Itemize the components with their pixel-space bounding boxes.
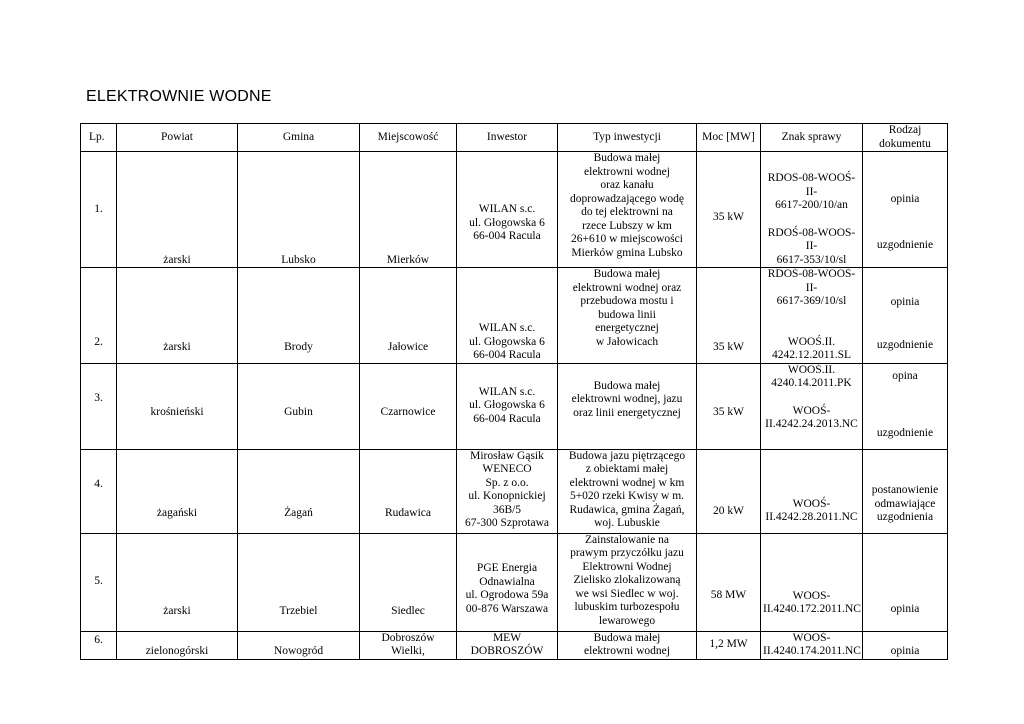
cell-lp: 2. xyxy=(81,268,117,364)
cell-rodzaj xyxy=(863,363,948,449)
cell-miejscowosc: Mierków xyxy=(360,152,457,268)
cell-powiat: krośnieński xyxy=(117,363,238,449)
rodzaj-2: uzgodnienie xyxy=(876,238,934,251)
cell-lp: 3. xyxy=(81,363,117,449)
cell-miejscowosc: Jałowice xyxy=(360,268,457,364)
cell-znak: WOOŚ- II.4242.28.2011.NC xyxy=(761,449,863,533)
znak-2: RDOŚ-08-WOOS-II- 6617-353/10/sl xyxy=(767,226,856,266)
cell-lp: 4. xyxy=(81,449,117,533)
header-rodzaj: Rodzaj dokumentu xyxy=(863,124,948,152)
cell-miejscowosc: Dobroszów Wielki, xyxy=(360,631,457,659)
rodzaj-2: uzgodnienie xyxy=(876,338,934,351)
cell-moc: 35 kW xyxy=(697,152,761,268)
cell-miejscowosc: Rudawica xyxy=(360,449,457,533)
cell-typ: Budowa jazu piętrzącego z obiektami małej elektrowni wodnej w km 5+020 rzeki Kwisy w m. Rudawica, gmina Żagań, woj. Lubuskie xyxy=(558,449,697,533)
cell-inwestor: Mirosław Gąsik WENECO Sp. z o.o. ul. Konopnickiej 36B/5 67-300 Szprotawa xyxy=(457,449,558,533)
cell-inwestor: WILAN s.c. ul. Głogowska 6 66-004 Racula xyxy=(457,268,558,364)
znak-1: RDOŚ-08-WOOŚ-II- 6617-369/10/sl xyxy=(767,268,856,307)
cell-powiat: zielonogórski xyxy=(117,631,238,659)
cell-typ: Budowa małej elektrowni wodnej oraz kanału doprowadzającego wodę do tej elektrowni na rzece Lubszy w km 26+610 w miejscowości Mierków gmina Lubsko xyxy=(558,152,697,268)
cell-gmina: Gubin xyxy=(238,363,360,449)
cell-typ: Zainstalowanie na prawym przyczółku jazu Elektrowni Wodnej Zielisko zlokalizowaną we wsi Siedlec w woj. lubuskim turbozespołu lewarowego xyxy=(558,533,697,631)
header-powiat: Powiat xyxy=(117,124,238,152)
document-title: ELEKTROWNIE WODNE xyxy=(86,88,272,105)
table-row xyxy=(81,533,948,631)
cell-moc: 20 kW xyxy=(697,449,761,533)
table-row xyxy=(81,449,948,533)
cell-powiat: żarski xyxy=(117,152,238,268)
cell-moc: 1,2 MW xyxy=(697,631,761,659)
cell-powiat: żagański xyxy=(117,449,238,533)
cell-lp: 1. xyxy=(81,152,117,268)
cell-miejscowosc: Siedlec xyxy=(360,533,457,631)
cell-inwestor: MEW DOBROSZÓW xyxy=(457,631,558,659)
cell-powiat: żarski xyxy=(117,268,238,364)
cell-rodzaj: opinia xyxy=(863,631,948,659)
znak-2: WOOŚ- II.4242.24.2013.NC xyxy=(765,404,858,430)
header-typ: Typ inwestycji xyxy=(558,124,697,152)
table-row xyxy=(81,152,948,268)
rodzaj-1: opina xyxy=(892,369,918,382)
cell-lp: 5. xyxy=(81,533,117,631)
header-moc: Moc [MW] xyxy=(697,124,761,152)
header-lp: Lp. xyxy=(81,124,117,152)
table-row xyxy=(81,363,948,449)
cell-znak xyxy=(761,268,863,364)
cell-gmina: Żagań xyxy=(238,449,360,533)
cell-powiat: żarski xyxy=(117,533,238,631)
cell-moc: 35 kW xyxy=(697,268,761,364)
cell-rodzaj xyxy=(863,152,948,268)
znak-1: WOOŚ.II. 4240.14.2011.PK xyxy=(771,363,852,389)
cell-rodzaj: postanowienie odmawiające uzgodnienia xyxy=(863,449,948,533)
cell-gmina: Trzebiel xyxy=(238,533,360,631)
header-gmina: Gmina xyxy=(238,124,360,152)
hydro-plants-table xyxy=(80,123,948,660)
rodzaj-1: opinia xyxy=(890,296,920,308)
cell-gmina: Lubsko xyxy=(238,152,360,268)
znak-1: RDOS-08-WOOŚ-II- 6617-200/10/an xyxy=(767,172,856,211)
rodzaj-2: uzgodnienie xyxy=(876,427,934,439)
header-znak: Znak sprawy xyxy=(761,124,863,152)
cell-typ: Budowa małej elektrowni wodnej, jazu oraz linii energetycznej xyxy=(558,363,697,449)
cell-znak: WOOS- II.4240.172.2011.NC xyxy=(761,533,863,631)
cell-typ: Budowa małej elektrowni wodnej xyxy=(558,631,697,659)
cell-moc: 58 MW xyxy=(697,533,761,631)
cell-znak xyxy=(761,152,863,268)
cell-typ: Budowa małej elektrowni wodnej oraz przebudowa mostu i budowa linii energetycznej w Jałowicach xyxy=(558,268,697,364)
cell-znak: WOOŚ- II.4240.174.2011.NC xyxy=(761,631,863,659)
table-row xyxy=(81,268,948,364)
table-row xyxy=(81,631,948,659)
cell-inwestor: WILAN s.c. ul. Głogowska 6 66-004 Racula xyxy=(457,152,558,268)
znak-2: WOOŚ.II. 4242.12.2011.SL xyxy=(771,335,852,361)
rodzaj-1: opinia xyxy=(890,193,920,205)
cell-rodzaj xyxy=(863,268,948,364)
table-header-row xyxy=(81,124,948,152)
cell-znak xyxy=(761,363,863,449)
cell-gmina: Nowogród xyxy=(238,631,360,659)
cell-gmina: Brody xyxy=(238,268,360,364)
cell-rodzaj: opinia xyxy=(863,533,948,631)
header-miejscowosc: Miejscowość xyxy=(360,124,457,152)
cell-lp: 6. xyxy=(81,631,117,659)
cell-miejscowosc: Czarnowice xyxy=(360,363,457,449)
cell-inwestor: PGE Energia Odnawialna ul. Ogrodowa 59a 00-876 Warszawa xyxy=(457,533,558,631)
header-inwestor: Inwestor xyxy=(457,124,558,152)
cell-moc: 35 kW xyxy=(697,363,761,449)
cell-inwestor: WILAN s.c. ul. Głogowska 6 66-004 Racula xyxy=(457,363,558,449)
